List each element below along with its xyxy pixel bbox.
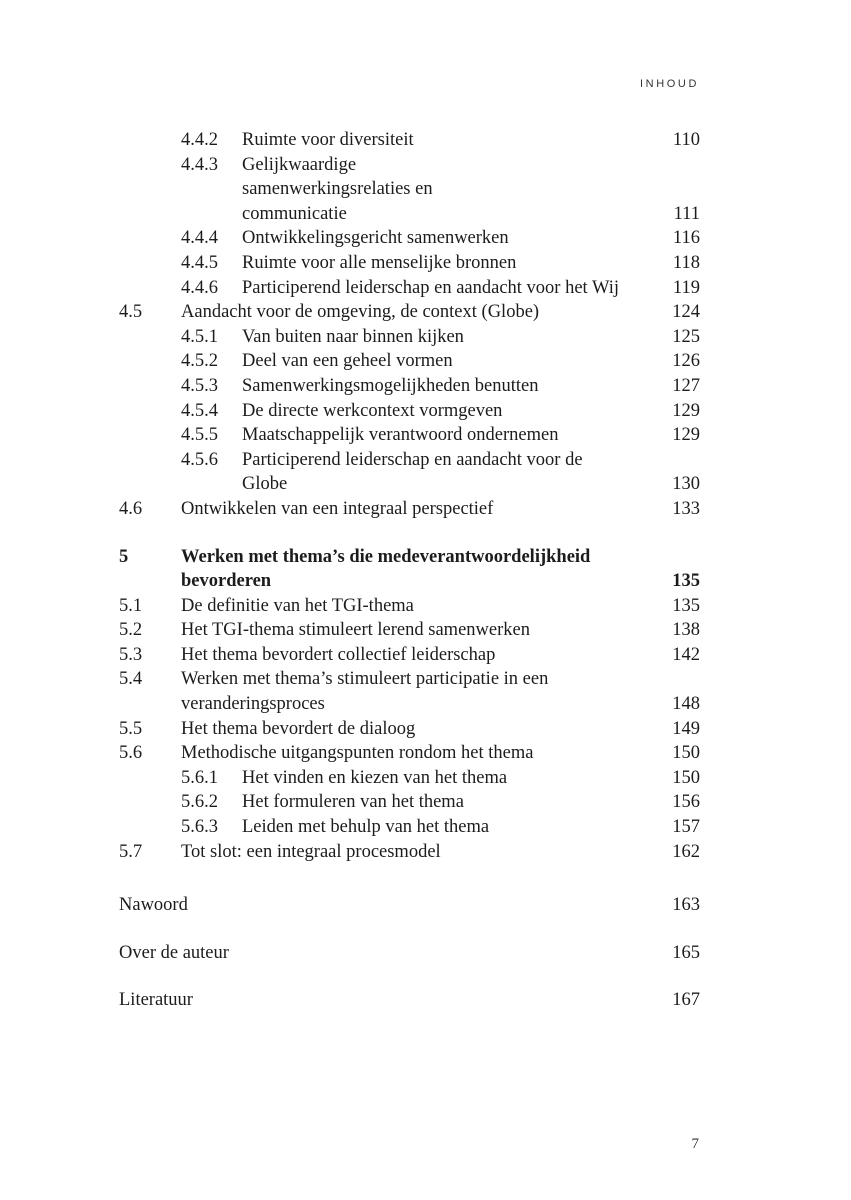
toc-entry-number: 5.3 [119,644,143,665]
toc-entry [119,497,700,522]
toc-entry [119,276,700,301]
toc-entry-page: 157 [672,817,700,838]
toc-entry-page: 124 [672,302,700,323]
toc-entry-title: Ontwikkelen van een integraal perspectief [181,498,494,519]
toc-entry-title: Gelijkwaardige samenwerkingsrelaties en communicatie [242,154,433,224]
toc-entry-page: 138 [672,620,700,641]
toc-entry-number: 4.4.2 [181,130,218,150]
toc-entry-page: 165 [672,942,700,963]
toc-entry-number: 4.5.5 [181,425,218,446]
toc-entry-number: 4.5.3 [181,375,218,396]
toc-entry-number: 4.5 [119,302,143,323]
toc-entry-page: 130 [672,474,700,495]
toc-entry [119,349,700,374]
toc-entry [119,423,700,448]
toc-entry [119,153,700,227]
toc-entry-page: 149 [672,718,700,739]
toc-entry-page: 162 [672,841,700,862]
toc-entry-title: Participerend leiderschap en aandacht voor de Globe [242,449,583,495]
toc-entry [119,717,700,742]
toc-entry-page: 150 [672,743,700,764]
toc-entry-title: Ruimte voor diversiteit [242,130,414,150]
toc-entry [119,790,700,815]
toc-entry-title: Over de auteur [119,942,229,963]
toc-entry-number: 5.6.2 [181,792,218,813]
toc-entry-page: 150 [672,767,700,788]
toc-entry-number: 4.5.6 [181,449,218,470]
toc-chapter-entry [119,545,700,594]
toc-entry-number: 5.6 [119,743,143,764]
toc-entry [119,840,700,865]
toc-entry [119,374,700,399]
toc-entry-title: Aandacht voor de omgeving, de context (Globe) [181,302,540,323]
toc-entry-number: 4.6 [119,498,143,519]
toc-entry-page: 135 [672,595,700,616]
toc-entry-title: Van buiten naar binnen kijken [242,326,464,347]
toc-entry-title: Het formuleren van het thema [242,792,464,813]
toc-entry-number: 4.4.6 [181,277,218,298]
toc-entry-title: Het thema bevordert de dialoog [181,718,416,739]
toc-entry-page: 116 [672,228,700,249]
toc-entry-number: 5 [119,546,129,567]
toc-entry-page: 126 [672,351,700,372]
toc-entry-page: 129 [672,425,700,446]
toc-entry-page: 125 [672,326,700,347]
toc-entry-title: Het TGI-thema stimuleert lerend samenwerken [181,620,530,641]
toc-entry-page: 163 [672,895,700,916]
toc-entry-number: 5.7 [119,841,143,862]
toc-entry [119,325,700,350]
toc-entry [119,594,700,619]
toc-entry-title: Maatschappelijk verantwoord ondernemen [242,425,559,446]
toc-entry-title: Participerend leiderschap en aandacht voor het Wij [242,277,619,298]
toc-entry-over-de-auteur [119,941,700,966]
toc-entry-title: De directe werkcontext vormgeven [242,400,503,421]
toc-entry [119,251,700,276]
toc-entry-number: 5.6.3 [181,817,218,838]
toc-entry-page: 111 [673,203,700,224]
toc-entry-title: Samenwerkingsmogelijkheden benutten [242,375,539,396]
toc-entry-page: 119 [672,277,700,298]
toc-entry-number: 4.4.5 [181,252,218,273]
table-of-contents [119,128,700,1013]
toc-entry-number: 5.1 [119,595,143,616]
toc-entry-title: Het vinden en kiezen van het thema [242,767,508,788]
toc-entry-title: Werken met thema’s stimuleert participatie in een veranderingsproces [181,669,549,715]
toc-entry-page: 118 [672,252,700,273]
toc-entry-title: Leiden met behulp van het thema [242,817,490,838]
toc-entry-number: 5.2 [119,620,143,641]
toc-entry-page: 156 [672,792,700,813]
toc-entry-title: Werken met thema’s die medeverantwoordelijkheid bevorderen [181,546,591,592]
toc-entry [119,643,700,668]
toc-entry-page: 129 [672,400,700,421]
toc-entry-number: 4.5.1 [181,326,218,347]
toc-entry-number: 5.4 [119,669,143,690]
toc-entry-literatuur [119,988,700,1013]
toc-entry [119,448,700,497]
toc-entry [119,667,700,716]
toc-entry-title: Deel van een geheel vormen [242,351,453,372]
toc-entry-title: Methodische uitgangspunten rondom het thema [181,743,534,764]
page-number: 7 [691,1136,699,1152]
toc-entry-page: 127 [672,375,700,396]
toc-entry-title: Het thema bevordert collectief leiderschap [181,644,496,665]
toc-entry-title: Ontwikkelingsgericht samenwerken [242,228,509,249]
running-head: INHOUD [640,78,699,90]
toc-entry-page: 167 [672,990,700,1011]
toc-entry-title: De definitie van het TGI-thema [181,595,414,616]
toc-entry-number: 5.6.1 [181,767,218,788]
toc-entry [119,226,700,251]
toc-entry-number: 5.5 [119,718,143,739]
toc-entry [119,399,700,424]
toc-entry-page: 135 [672,571,700,592]
toc-entry-nawoord [119,893,700,918]
toc-entry-page: 148 [672,694,700,715]
toc-entry-number: 4.4.3 [181,154,218,175]
toc-entry-page: 110 [672,130,700,150]
toc-entry-number: 4.5.2 [181,351,218,372]
toc-entry [119,815,700,840]
toc-entry-title: Literatuur [119,990,193,1011]
toc-entry [119,128,700,153]
toc-entry-page: 133 [672,498,700,519]
toc-entry [119,741,700,766]
toc-entry-number: 4.4.4 [181,228,218,249]
toc-entry [119,766,700,791]
toc-entry-page: 142 [672,644,700,665]
toc-entry [119,300,700,325]
toc-entry [119,618,700,643]
toc-entry-title: Nawoord [119,895,188,916]
toc-entry-title: Ruimte voor alle menselijke bronnen [242,252,517,273]
toc-entry-title: Tot slot: een integraal procesmodel [181,841,441,862]
toc-entry-number: 4.5.4 [181,400,218,421]
